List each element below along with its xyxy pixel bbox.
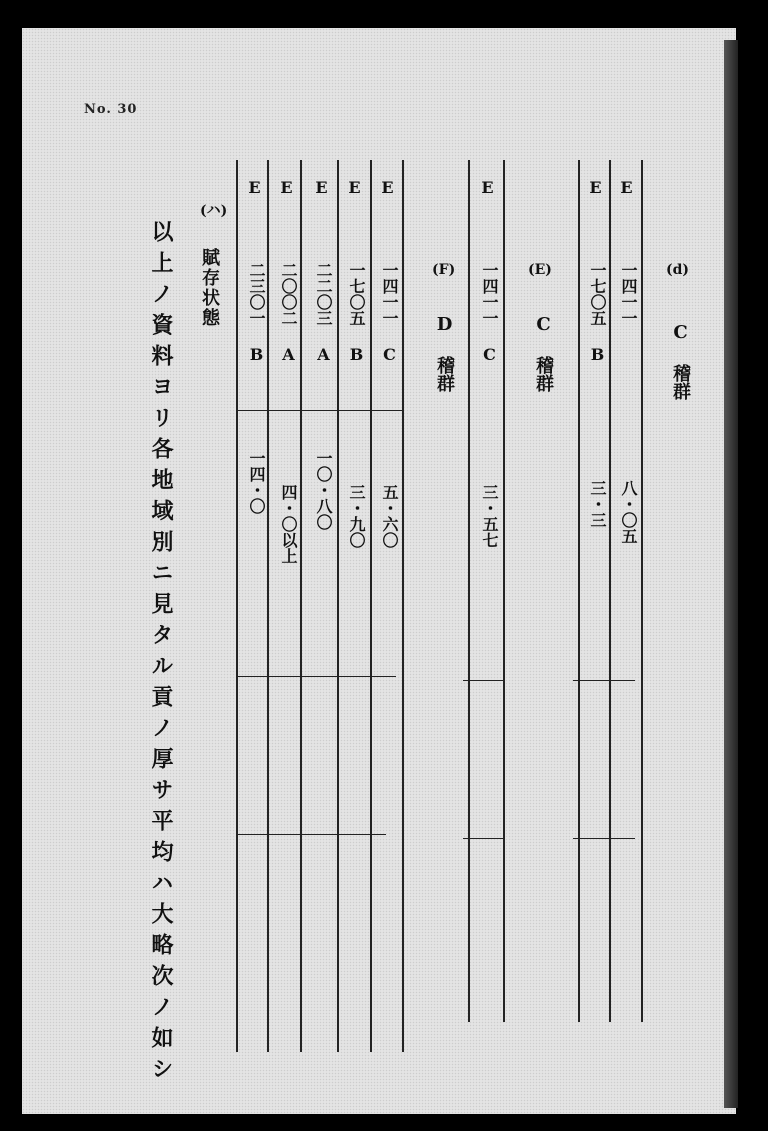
table-d-value: 三・三: [588, 480, 607, 528]
table-f-value: 一〇・八〇: [314, 450, 333, 530]
table-f-code: 一七〇五 B: [347, 262, 366, 364]
table-f-e-label: E: [378, 178, 397, 197]
table-d-value: 八・〇五: [619, 480, 638, 544]
table-e-value: 三・五七: [480, 484, 499, 548]
table-e-e-label: E: [478, 178, 497, 197]
body-text: 以上ノ資料ヨリ各地域別ニ見タル貢ノ厚サ平均ハ大略次ノ如シ: [148, 220, 174, 1088]
section-f-heading: (F): [432, 262, 456, 278]
table-f-code: 二二〇三 A: [314, 262, 333, 364]
table-f-code: 一四一一 C: [380, 262, 399, 364]
section-d-title: C 稽群: [670, 322, 691, 400]
page-edge: [724, 40, 738, 1108]
table-f-code: 二三〇一 B: [247, 262, 266, 364]
section-e-title: C 稽群: [533, 314, 554, 392]
table-f-e-label: E: [312, 178, 331, 197]
table-f-e-label: E: [277, 178, 296, 197]
section-h-heading: (ハ): [200, 203, 228, 219]
page-number: No. 30: [84, 102, 138, 117]
section-d-heading: (d): [666, 262, 690, 278]
table-f-value: 五・六〇: [380, 484, 399, 548]
table-f-value: 四・〇以上: [279, 484, 298, 564]
section-e-heading: (E): [528, 262, 552, 278]
section-f-title: D 稽群: [434, 314, 455, 392]
table-d-code: 一七〇五 B: [588, 262, 607, 364]
table-f-code: 二〇〇二 A: [279, 262, 298, 364]
table-d-e-label: E: [617, 178, 636, 197]
table-d-code: 一四一一: [619, 262, 638, 326]
table-f-value: 一四・〇: [247, 450, 266, 514]
table-e-code: 一四一一 C: [480, 262, 499, 364]
section-h-title: 賦存状態: [199, 248, 220, 328]
table-f-e-label: E: [345, 178, 364, 197]
table-d-e-label: E: [586, 178, 605, 197]
table-f-value: 三・九〇: [347, 484, 366, 548]
table-f-e-label: E: [245, 178, 264, 197]
